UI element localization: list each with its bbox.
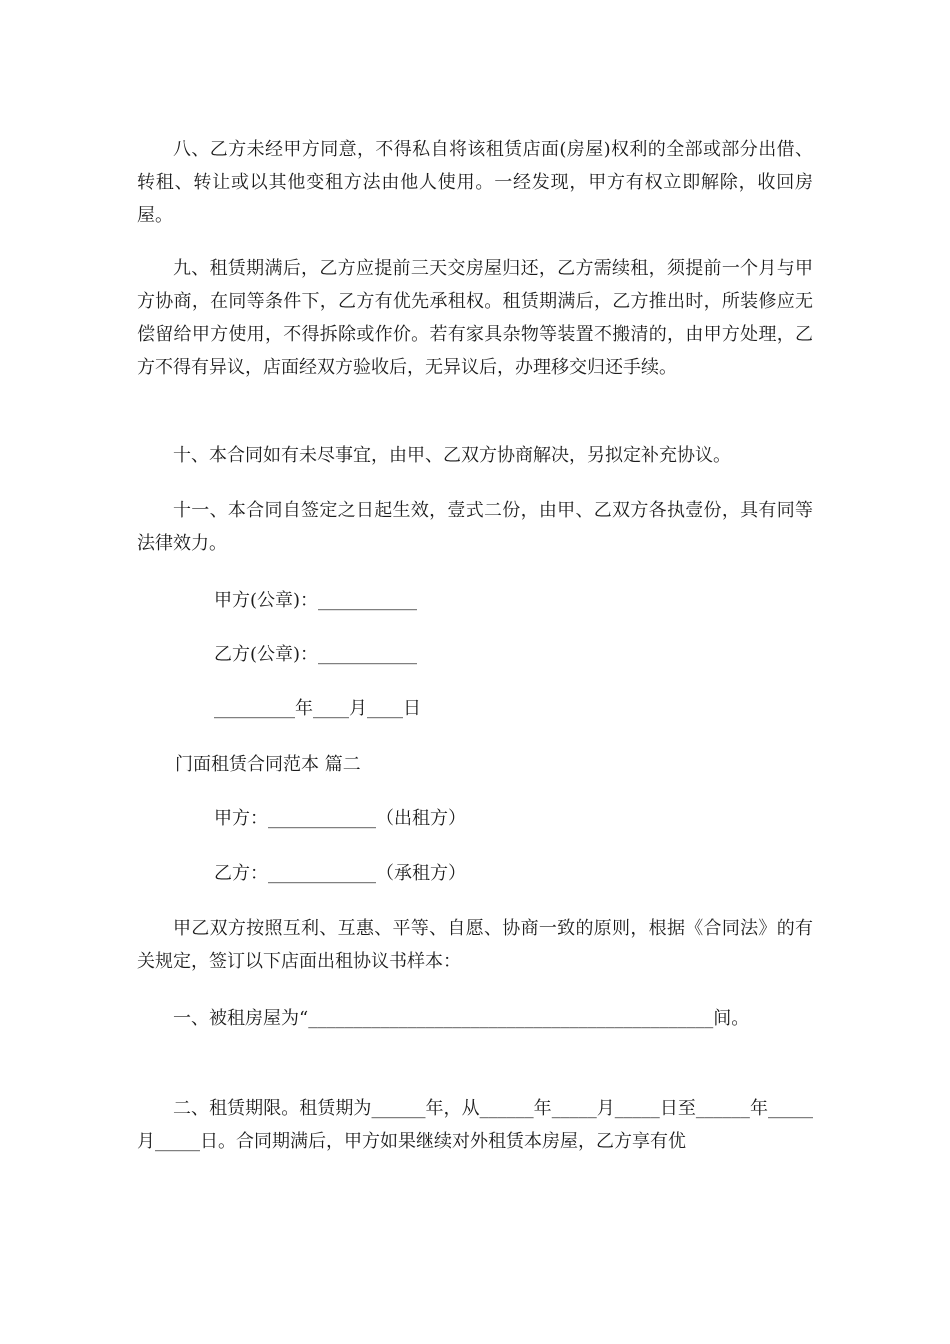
signing-date-line: _________年____月____日 — [214, 698, 421, 719]
party-b-seal-line: 乙方(公章)：___________ — [214, 644, 418, 665]
clause-8: 八、乙方未经甲方同意，不得私自将该租赁店面(房屋)权利的全部或部分出借、转租、转让或以其他变租方法由他人使用。一经发现，甲方有权立即解除，收回房屋。 — [137, 139, 813, 226]
section-two-title: 门面租赁合同范本 篇二 — [175, 754, 361, 775]
clause-11: 十一、本合同自签定之日起生效，壹式二份，由甲、乙双方各执壹份，具有同等法律效力。 — [137, 500, 813, 554]
lessor-line: 甲方：____________（出租方） — [214, 808, 466, 829]
clause-9: 九、租赁期满后，乙方应提前三天交房屋归还，乙方需续租，须提前一个月与甲方协商，在同等条件下，乙方有优先承租权。租赁期满后，乙方推出时，所装修应无偿留给甲方使用，不得拆除或作价。若有家具杂物等装置不搬清的，由甲方处理，乙方不得有异议，店面经双方验收后，无异议后，办理移交归还手续。 — [137, 258, 813, 378]
item-2-lease-term: 二、租赁期限。租赁期为______年，从______年_____月_____日至______年_____月_____日。合同期满后，甲方如果继续对外租赁本房屋，乙方享有优 — [137, 1098, 813, 1152]
party-a-seal-line: 甲方(公章)：___________ — [214, 590, 418, 611]
lessee-line: 乙方：____________（承租方） — [214, 863, 466, 884]
section-two-intro: 甲乙双方按照互利、互惠、平等、自愿、协商一致的原则，根据《合同法》的有关规定，签订以下店面出租协议书样本： — [137, 918, 813, 972]
clause-10: 十、本合同如有未尽事宜，由甲、乙双方协商解决，另拟定补充协议。 — [173, 445, 731, 466]
item-1-premises: 一、被租房屋为“_____________________________________________间。 — [173, 1008, 750, 1029]
